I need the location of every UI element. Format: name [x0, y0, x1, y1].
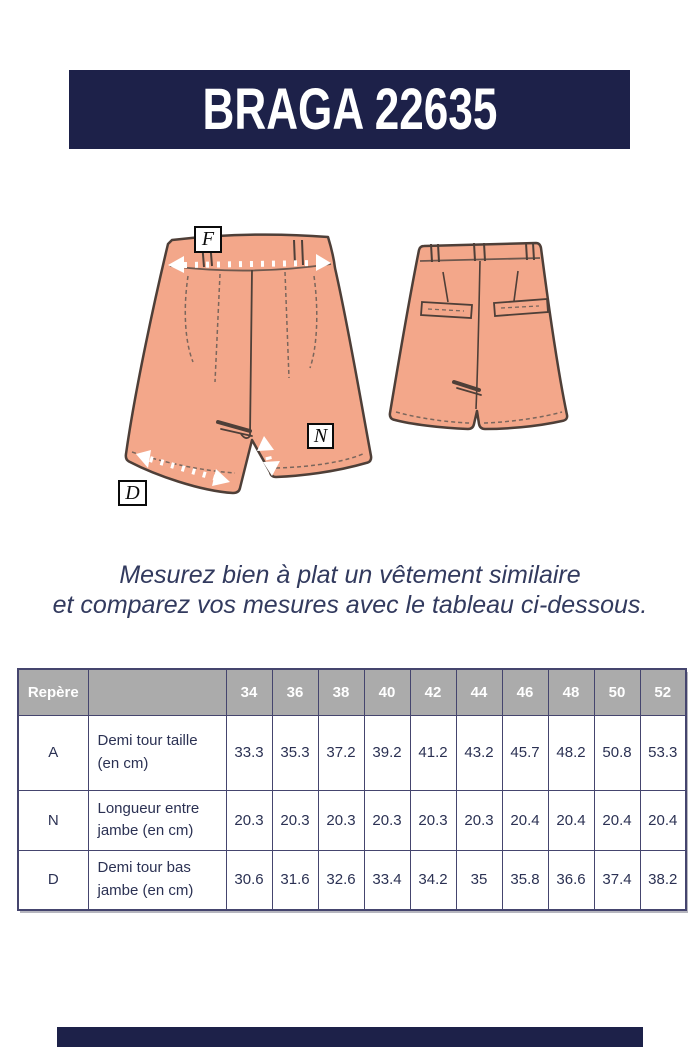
cell-value: 35.8	[502, 850, 548, 910]
row-code: A	[18, 715, 88, 790]
table-row-inseam	[18, 790, 686, 850]
measuring-instructions	[0, 560, 700, 620]
table-header-row	[18, 669, 686, 715]
size-header: 46	[502, 669, 548, 715]
cell-value: 37.2	[318, 715, 364, 790]
cell-value: 43.2	[456, 715, 502, 790]
shorts-size-diagram	[80, 210, 620, 520]
cell-value: 39.2	[364, 715, 410, 790]
cell-value: 34.2	[410, 850, 456, 910]
empty-header-cell	[88, 669, 226, 715]
size-header: 48	[548, 669, 594, 715]
footer-bar	[57, 1027, 643, 1047]
row-code: N	[18, 790, 88, 850]
page-title: BRAGA 22635	[202, 77, 497, 142]
size-header: 42	[410, 669, 456, 715]
cell-value: 38.2	[640, 850, 686, 910]
cell-value: 20.4	[640, 790, 686, 850]
size-header: 34	[226, 669, 272, 715]
cell-value: 35.3	[272, 715, 318, 790]
cell-value: 48.2	[548, 715, 594, 790]
cell-value: 36.6	[548, 850, 594, 910]
shorts-back-view	[390, 243, 567, 429]
cell-value: 45.7	[502, 715, 548, 790]
size-header: 50	[594, 669, 640, 715]
cell-value: 37.4	[594, 850, 640, 910]
shorts-illustration	[80, 210, 620, 520]
cell-value: 20.3	[318, 790, 364, 850]
cell-value: 50.8	[594, 715, 640, 790]
cell-value: 20.3	[456, 790, 502, 850]
cell-value: 20.4	[502, 790, 548, 850]
row-label: Longueur entre jambe (en cm)	[88, 790, 226, 850]
cell-value: 33.3	[226, 715, 272, 790]
header-banner	[69, 70, 630, 149]
marker-n-label: N	[307, 423, 334, 449]
cell-value: 35	[456, 850, 502, 910]
size-header: 36	[272, 669, 318, 715]
cell-value: 20.4	[594, 790, 640, 850]
cell-value: 53.3	[640, 715, 686, 790]
size-header: 38	[318, 669, 364, 715]
cell-value: 32.6	[318, 850, 364, 910]
table-row-waist	[18, 715, 686, 790]
size-header: 40	[364, 669, 410, 715]
cell-value: 41.2	[410, 715, 456, 790]
instruction-line-1: Mesurez bien à plat un vêtement similaire	[119, 561, 581, 589]
cell-value: 30.6	[226, 850, 272, 910]
shorts-front-view	[126, 235, 371, 493]
marker-d-label: D	[118, 480, 147, 506]
size-header: 52	[640, 669, 686, 715]
row-code: D	[18, 850, 88, 910]
cell-value: 20.3	[272, 790, 318, 850]
row-label: Demi tour bas jambe (en cm)	[88, 850, 226, 910]
size-chart-table	[17, 668, 687, 911]
cell-value: 20.3	[410, 790, 456, 850]
cell-value: 33.4	[364, 850, 410, 910]
corner-header-cell: Repère	[18, 669, 88, 715]
cell-value: 20.4	[548, 790, 594, 850]
cell-value: 20.3	[364, 790, 410, 850]
row-label: Demi tour taille (en cm)	[88, 715, 226, 790]
cell-value: 31.6	[272, 850, 318, 910]
table-row-leg-opening	[18, 850, 686, 910]
cell-value: 20.3	[226, 790, 272, 850]
marker-f-label: F	[194, 226, 222, 253]
instruction-line-2: et comparez vos mesures avec le tableau ci-dessous.	[52, 591, 648, 619]
size-header: 44	[456, 669, 502, 715]
